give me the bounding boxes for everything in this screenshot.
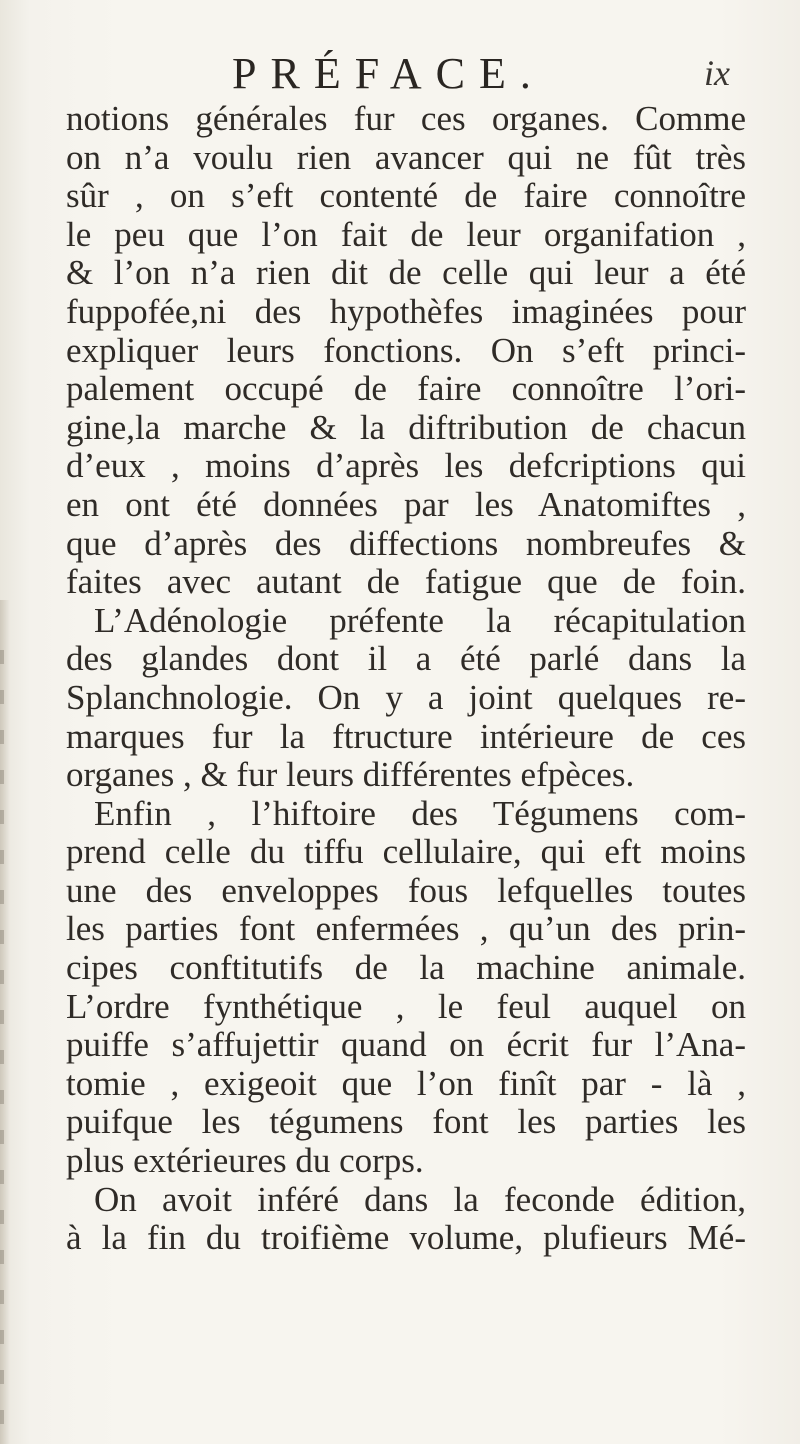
text-line: expliquer leurs fonctions. On s’eft princi- [66, 330, 746, 370]
text-line: plus extérieures du corps. [66, 1141, 424, 1181]
text-line: Enfin , l’hiftoire des Tégumens com- [94, 793, 746, 833]
page-number: ix [704, 53, 730, 93]
text-line: en ont été données par les Anatomiftes , [66, 484, 746, 524]
text-line: L’ordre fynthétique , le feul auquel on [66, 986, 746, 1026]
text-line: à la fin du troifième volume, plufieurs Mé- [66, 1218, 746, 1258]
text-line: le peu que l’on fait de leur organifation , [66, 214, 746, 254]
text-line: d’eux , moins d’après les defcriptions qui [66, 446, 746, 486]
text-line: notions générales fur ces organes. Comme [66, 99, 746, 138]
text-line: fuppofée,ni des hypothèfes imaginées pour [66, 291, 746, 331]
text-line: les parties font enfermées , qu’un des prin- [66, 909, 746, 949]
text-line: On avoit inféré dans la feconde édition, [94, 1179, 746, 1219]
text-line: puifque les tégumens font les parties les [66, 1102, 746, 1142]
text-line: L’Adénologie préfente la récapitulation [94, 600, 746, 640]
text-line: tomie , exigeoit que l’on finît par - là , [66, 1063, 746, 1103]
text-line: on n’a voulu rien avancer qui ne fût très [66, 137, 746, 177]
text-line: une des enveloppes fous lefquelles toutes [66, 870, 746, 910]
text-line: & l’on n’a rien dit de celle qui leur a été [66, 253, 746, 293]
body-text [66, 100, 746, 1258]
text-line: faites avec autant de fatigue que de foin. [66, 562, 746, 602]
text-line: des glandes dont il a été parlé dans la [66, 639, 746, 679]
running-title: PRÉFACE. [232, 49, 545, 98]
text-line: cipes conftitutifs de la machine animale. [66, 948, 746, 988]
gutter-edge [0, 650, 4, 1440]
text-line: palement occupé de faire connoître l’ori- [66, 369, 746, 409]
text-line: Splanchnologie. On y a joint quelques re- [66, 677, 746, 717]
text-line: marques fur la ftructure intérieure de ces [66, 716, 746, 756]
text-line: gine,la marche & la diftribution de chacun [66, 407, 746, 447]
text-line: prend celle du tiffu cellulaire, qui eft moins [66, 832, 746, 872]
page-header [0, 48, 800, 98]
text-line: que d’après des diffections nombreufes & [66, 523, 746, 563]
text-line: sûr , on s’eft contenté de faire connoître [66, 176, 746, 216]
text-line: puiffe s’affujettir quand on écrit fur l’Ana- [66, 1025, 746, 1065]
text-line: organes , & fur leurs différentes efpèces. [66, 755, 635, 795]
